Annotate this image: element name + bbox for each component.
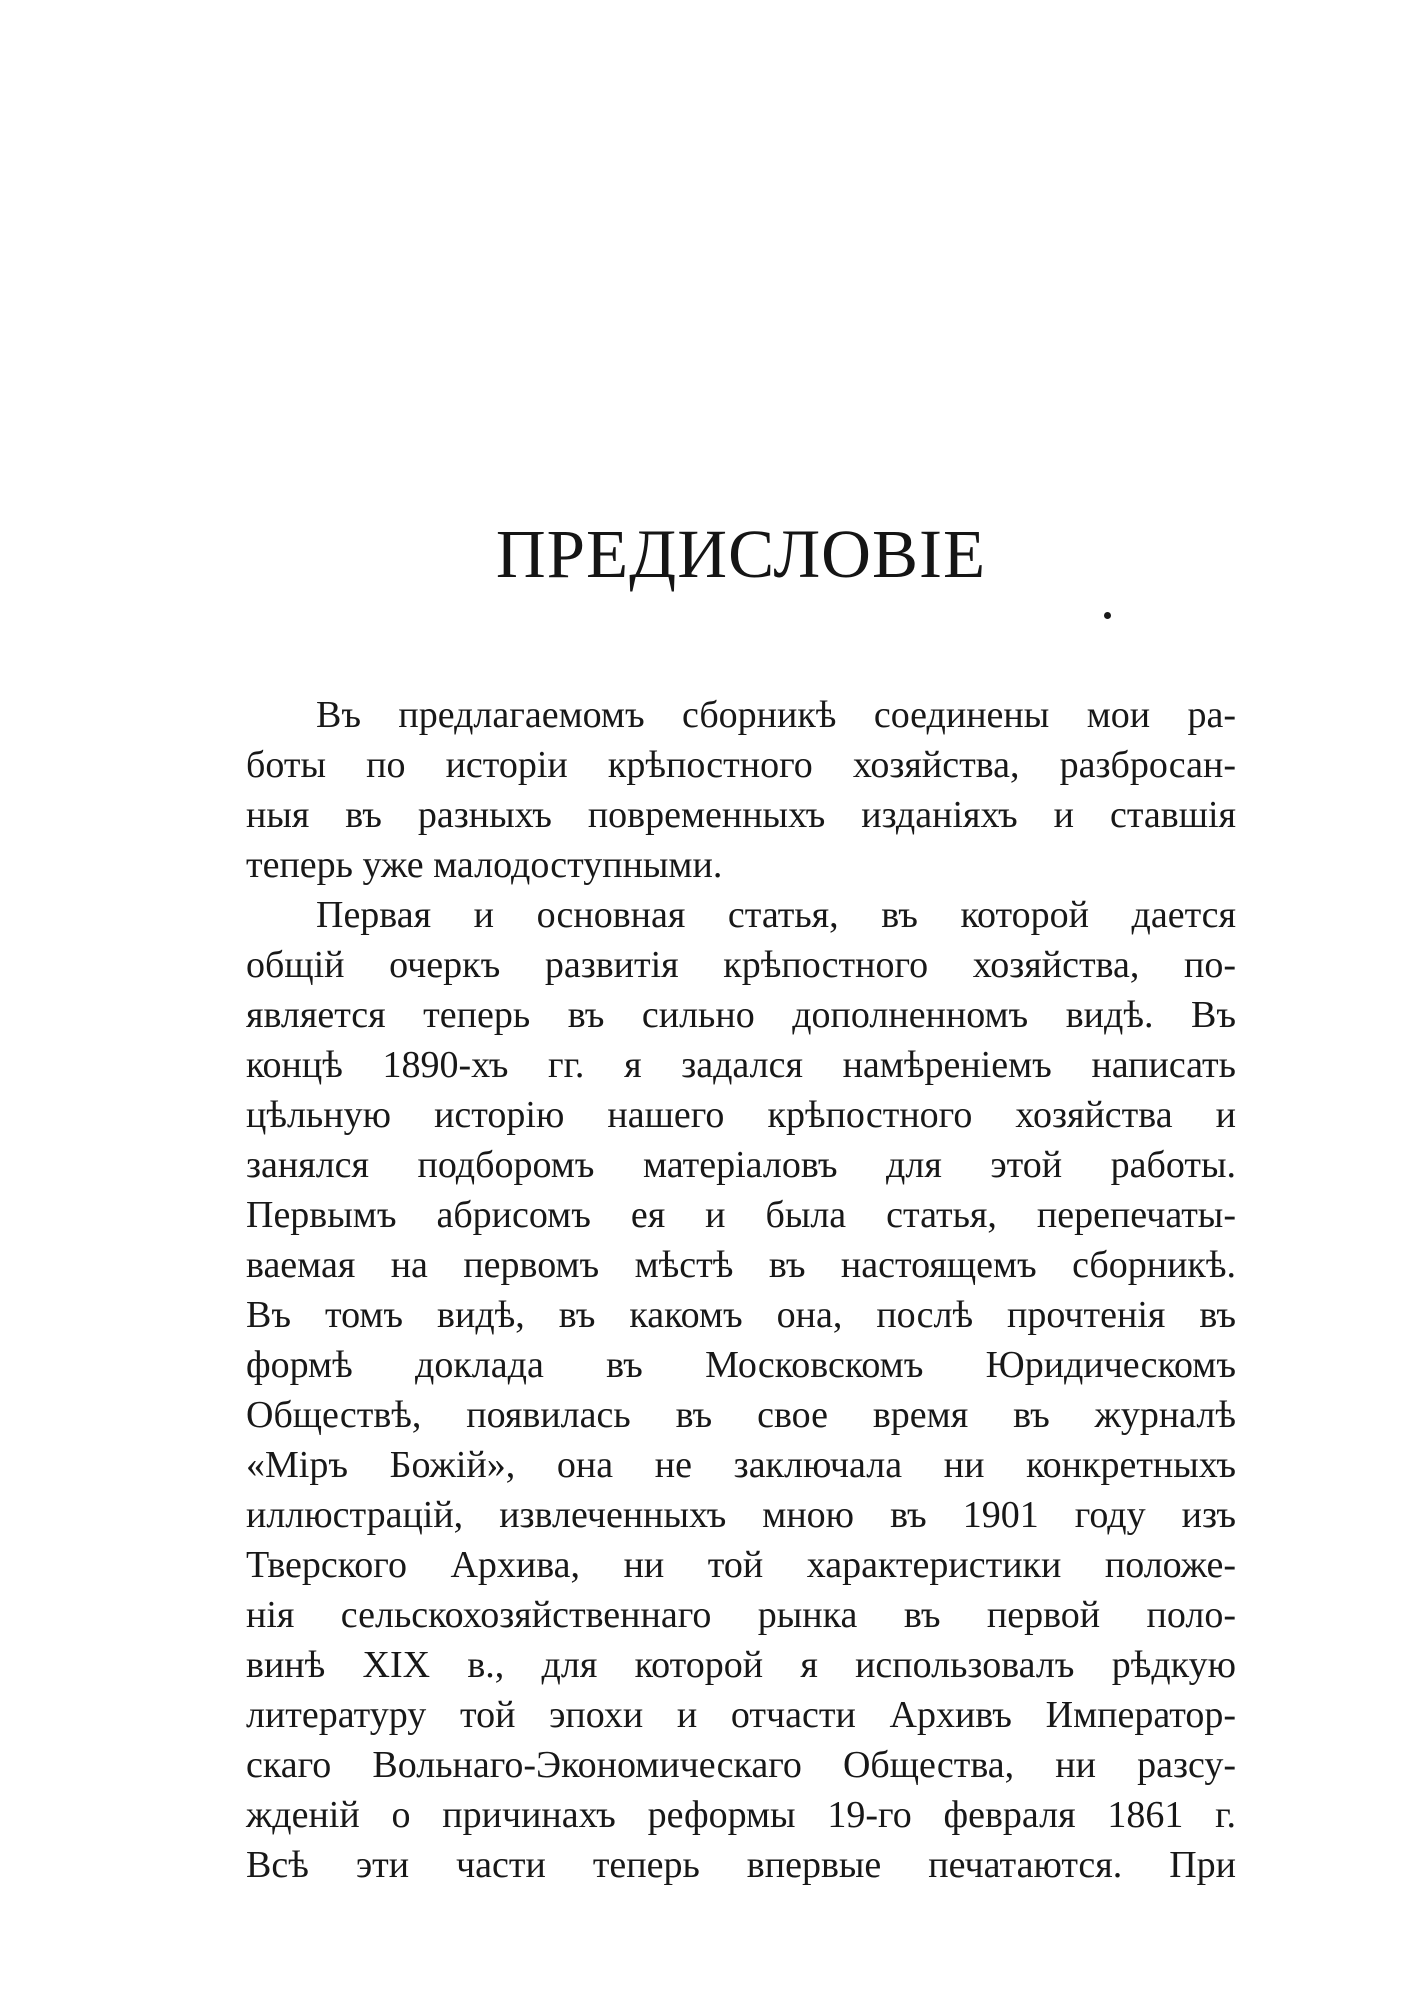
- text-line: ныя въ разныхъ повременныхъ изданіяхъ и ставшія: [246, 794, 1236, 836]
- text-line: ваемая на первомъ мѣстѣ въ настоящемъ сборникѣ.: [246, 1244, 1236, 1286]
- text-line: скаго Вольнаго-Экономическаго Общества, ни разсу-: [246, 1744, 1236, 1786]
- text-line: жденій о причинахъ реформы 19-го февраля 1861 г.: [246, 1794, 1236, 1836]
- text-line: занялся подборомъ матеріаловъ для этой работы.: [246, 1144, 1236, 1186]
- preface-body: [246, 690, 1236, 1890]
- text-line: Первымъ абрисомъ ея и была статья, перепечаты-: [246, 1194, 1236, 1236]
- text-line: является теперь въ сильно дополненномъ видѣ. Въ: [246, 994, 1236, 1036]
- paragraph-1: [246, 690, 1236, 890]
- text-line: винѣ XIX в., для которой я использовалъ рѣдкую: [246, 1644, 1236, 1686]
- text-line: Въ томъ видѣ, въ какомъ она, послѣ прочтенія въ: [246, 1294, 1236, 1336]
- text-line: формѣ доклада въ Московскомъ Юридическомъ: [246, 1344, 1236, 1386]
- text-line: Первая и основная статья, въ которой дается: [316, 894, 1236, 936]
- text-line: цѣльную исторію нашего крѣпостного хозяйства и: [246, 1094, 1236, 1136]
- text-line: Тверского Архива, ни той характеристики положе-: [246, 1544, 1236, 1586]
- text-line: боты по исторіи крѣпостного хозяйства, разбросан-: [246, 744, 1236, 786]
- text-line: концѣ 1890-хъ гг. я задался намѣреніемъ написать: [246, 1044, 1236, 1086]
- text-line: литературу той эпохи и отчасти Архивъ Император-: [246, 1694, 1236, 1736]
- paragraph-2: [246, 890, 1236, 1890]
- printer-dot-mark: [1104, 612, 1111, 619]
- text-line: нія сельскохозяйственнаго рынка въ первой поло-: [246, 1594, 1236, 1636]
- page-title: ПРЕДИСЛОВІЕ: [495, 516, 987, 592]
- text-line: Въ предлагаемомъ сборникѣ соединены мои ра-: [316, 694, 1236, 736]
- text-line: Обществѣ, появилась въ свое время въ журналѣ: [246, 1394, 1236, 1436]
- text-line: иллюстрацій, извлеченныхъ мною въ 1901 году изъ: [246, 1494, 1236, 1536]
- text-line: теперь уже малодоступными.: [246, 844, 723, 886]
- text-line: общій очеркъ развитія крѣпостного хозяйства, по-: [246, 944, 1236, 986]
- text-line: «Міръ Божій», она не заключала ни конкретныхъ: [246, 1444, 1236, 1486]
- text-line: Всѣ эти части теперь впервые печатаются. При: [246, 1844, 1236, 1886]
